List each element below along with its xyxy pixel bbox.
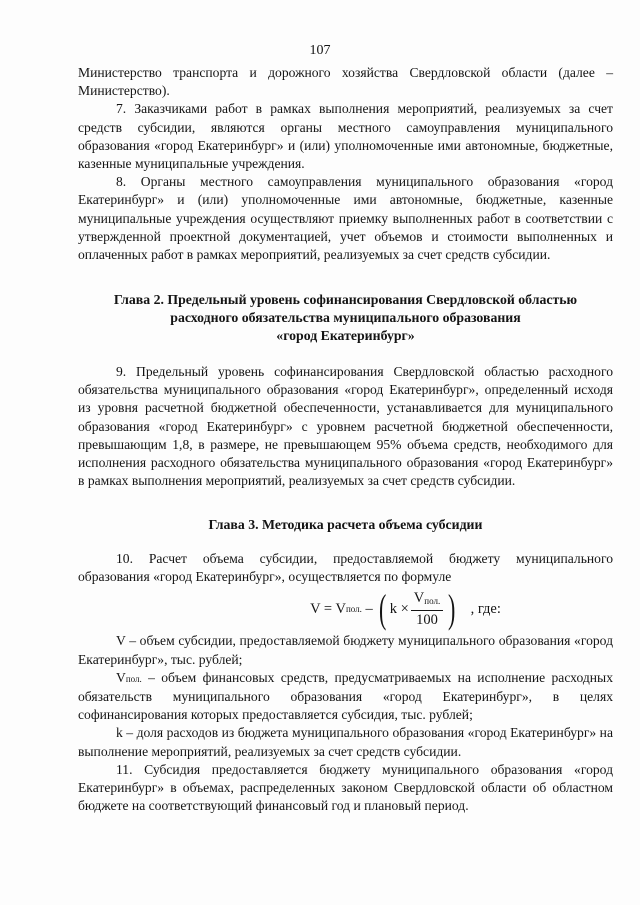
chapter-2-line-2: расходного обязательства муниципального образования xyxy=(170,310,521,326)
definition-k: k – доля расходов из бюджета муниципального образования «город Екатеринбург» на выполнение мероприятий, реализуемых за счет средств субсидии. xyxy=(78,725,613,759)
definition-v: V – объем субсидии, предоставляемой бюджету муниципального образования «город Екатеринбург», тыс. рублей; xyxy=(78,633,613,667)
left-paren: ( xyxy=(379,586,387,632)
formula-k-times: k × xyxy=(389,601,409,618)
paragraph-9: 9. Предельный уровень софинансирования Свердловской областью расходного обязательства муниципального образования «город Екатеринбург», определенный исходя из уровня расчетной бюджетной обеспеченности, устанавливается для муниципального образования «город Екатеринбург» с уровнем расчетной бюджетной обеспеченности, превышающим 1,8, в размере, не превышающем 95% объема средств, необходимого для исполнения расходного обязательства муниципального образования «город Екатеринбург» в рамках выполнения мероприятий, реализуемых за счет средств субсидии. xyxy=(78,364,613,489)
vpol-symbol: V xyxy=(116,669,126,685)
vpol-text: – объем финансовых средств, предусматриваемых на исполнение расходных обязательств муниципального образования «город Екатеринбург», в целях софинансирования которых предоставляется субсидия, тыс. рублей; xyxy=(78,669,613,723)
formula-minus: – xyxy=(361,601,377,618)
fraction-numerator xyxy=(411,590,443,611)
chapter-3-title: Глава 3. Методика расчета объема субсидии xyxy=(208,517,483,532)
paragraph-10: 10. Расчет объема субсидии, предоставляемой бюджету муниципального образования «город Екатеринбург», осуществляется по формуле xyxy=(78,551,613,585)
numerator-subscript: пол. xyxy=(424,595,441,606)
paragraph-9-block xyxy=(78,363,613,490)
chapter-2-line-1: Глава 2. Предельный уровень софинансирования Свердловской областью xyxy=(113,292,578,307)
chapter-3-heading xyxy=(78,516,613,534)
subsidy-formula xyxy=(198,586,613,632)
paragraph-ministry: Министерство транспорта и дорожного хозяйства Свердловской области (далее – Министерство). xyxy=(78,65,613,99)
formula-fraction xyxy=(411,590,443,629)
page-number: 107 xyxy=(309,43,331,58)
right-paren: ) xyxy=(448,586,456,632)
formula-lhs-subscript: пол. xyxy=(345,604,362,615)
top-paragraphs xyxy=(78,64,613,264)
paragraph-10-block xyxy=(78,550,613,815)
paragraph-7: 7. Заказчиками работ в рамках выполнения мероприятий, реализуемых за счет средств субсидии, являются органы местного самоуправления муниципального образования «город Екатеринбург» и (или) уполномоченные ими автономные, бюджетные, казенные муниципальные учреждения. xyxy=(78,101,613,172)
numerator-v: V xyxy=(413,589,425,606)
chapter-2-heading xyxy=(78,291,613,346)
vpol-subscript: пол. xyxy=(125,673,142,684)
fraction-denominator: 100 xyxy=(416,611,438,628)
formula-tail: , где: xyxy=(470,601,501,618)
formula-expression xyxy=(310,586,501,632)
formula-lhs: V = V xyxy=(310,601,346,618)
definition-vpol xyxy=(78,669,613,725)
paragraph-11: 11. Субсидия предоставляется бюджету муниципального образования «город Екатеринбург» в объемах, распределенных законом Свердловской области об областном бюджете на соответствующий финансовый год и плановый период. xyxy=(78,761,613,814)
chapter-2-line-3: «город Екатеринбург» xyxy=(276,328,415,344)
paragraph-8: 8. Органы местного самоуправления муниципального образования «город Екатеринбург» и (или) уполномоченные ими автономные, бюджетные, казенные муниципальные учреждения осуществляют приемку выполненных работ в соответствии с утвержденной проектной документацией, учет объемов и стоимости выполненных и оплаченных работ в рамках мероприятий, реализуемых за счет средств субсидии. xyxy=(78,174,613,263)
